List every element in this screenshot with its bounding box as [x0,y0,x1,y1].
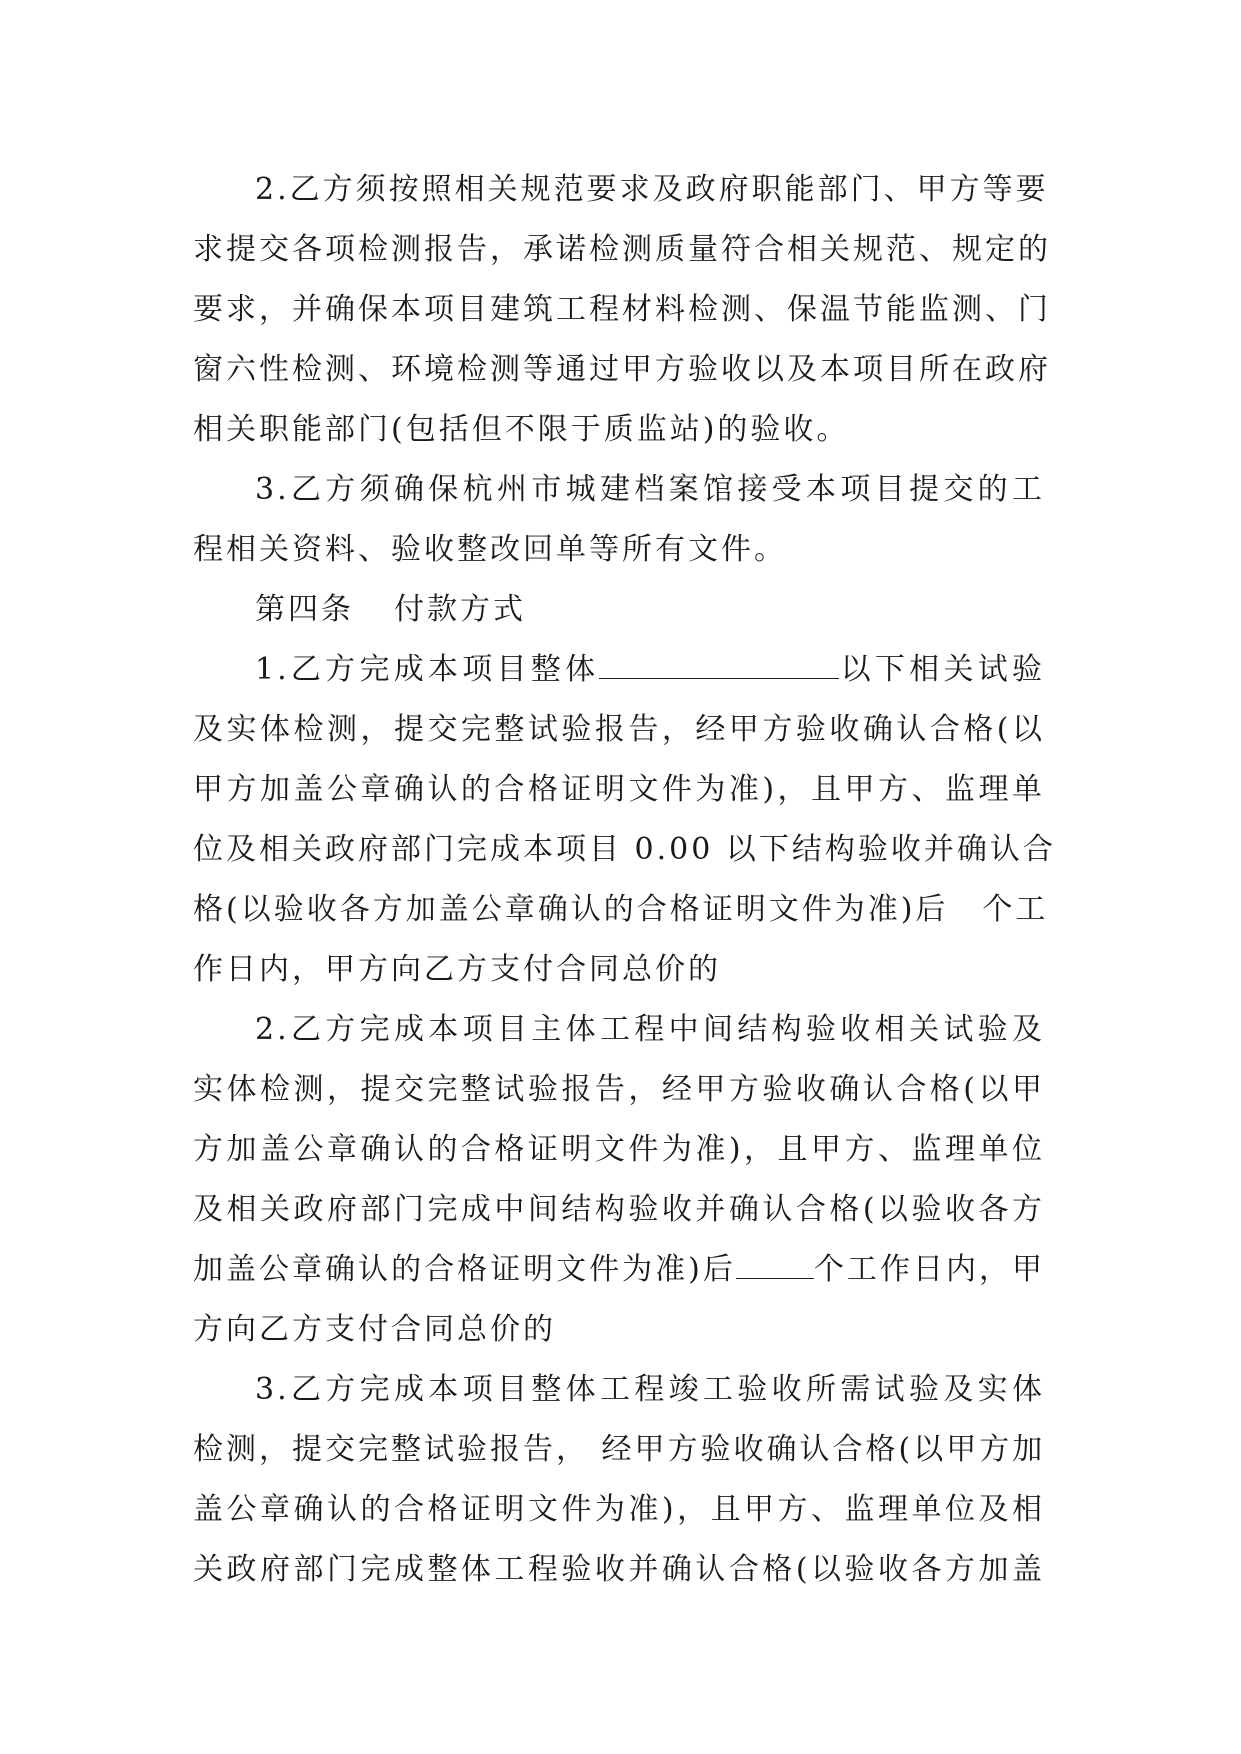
payment-item-2 [193,1000,1045,1360]
text-line: 盖公章确认的合格证明文件为准)，且甲方、监理单位及相 [193,1492,1045,1527]
text-line: 2.乙方完成本项目主体工程中间结构验收相关试验及 [255,1012,1045,1047]
text-line: 检测，提交完整试验报告， 经甲方验收确认合格(以甲方加 [193,1432,1046,1467]
clause-item-2 [193,160,1051,460]
text-line: 相关职能部门(包括但不限于质监站)的验收。 [193,412,850,447]
text-line: 窗六性检测、环境检测等通过甲方验收以及本项目所在政府 [193,352,1051,387]
fill-in-blank [736,1248,814,1279]
text-line: 及相关政府部门完成中间结构验收并确认合格(以验收各方 [193,1192,1045,1227]
text-line [193,1240,1045,1300]
text-line: 方加盖公章确认的合格证明文件为准)，且甲方、监理单位 [193,1132,1045,1167]
text-line [193,880,1049,940]
article-heading [193,580,1045,640]
text-line: 甲方加盖公章确认的合格证明文件为准)，且甲方、监理单 [193,772,1045,807]
text-fragment: 个工 [982,892,1049,927]
article-title: 付款方式 [394,592,526,627]
text-line: 求提交各项检测报告，承诺检测质量符合相关规范、规定的 [193,232,1051,267]
text-line: 及实体检测，提交完整试验报告，经甲方验收确认合格(以 [193,712,1045,747]
payment-item-1 [193,640,1056,1000]
clause-item-3 [193,460,1045,580]
text-fragment: 格(以验收各方加盖公章确认的合格证明文件为准)后 [193,892,949,927]
text-line: 3.乙方完成本项目整体工程竣工验收所需试验及实体 [255,1372,1045,1407]
text-line: 作日内，甲方向乙方支付合同总价的 [193,952,721,987]
text-line: 3.乙方须确保杭州市城建档案馆接受本项目提交的工 [255,472,1045,507]
text-line: 程相关资料、验收整改回单等所有文件。 [193,532,787,567]
payment-item-3 [193,1360,1045,1600]
article-number: 第四条 [255,592,354,627]
text-line [193,640,1045,700]
text-line: 要求，并确保本项目建筑工程材料检测、保温节能监测、门 [193,292,1051,327]
text-fragment: 1.乙方完成本项目整体 [255,652,600,687]
text-fragment: 以下相关试验 [839,652,1045,687]
text-line: 位及相关政府部门完成本项目 0.00 以下结构验收并确认合 [193,832,1056,867]
text-line: 关政府部门完成整体工程验收并确认合格(以验收各方加盖 [193,1552,1045,1587]
fill-in-blank [599,648,839,679]
text-line: 方向乙方支付合同总价的 [193,1312,556,1347]
text-line: 2.乙方须按照相关规范要求及政府职能部门、甲方等要 [255,172,1049,207]
text-fragment: 加盖公章确认的合格证明文件为准)后 [193,1252,736,1287]
text-fragment: 个工作日内，甲 [813,1252,1045,1287]
document-body [193,160,1056,1600]
text-line: 实体检测，提交完整试验报告，经甲方验收确认合格(以甲 [193,1072,1045,1107]
